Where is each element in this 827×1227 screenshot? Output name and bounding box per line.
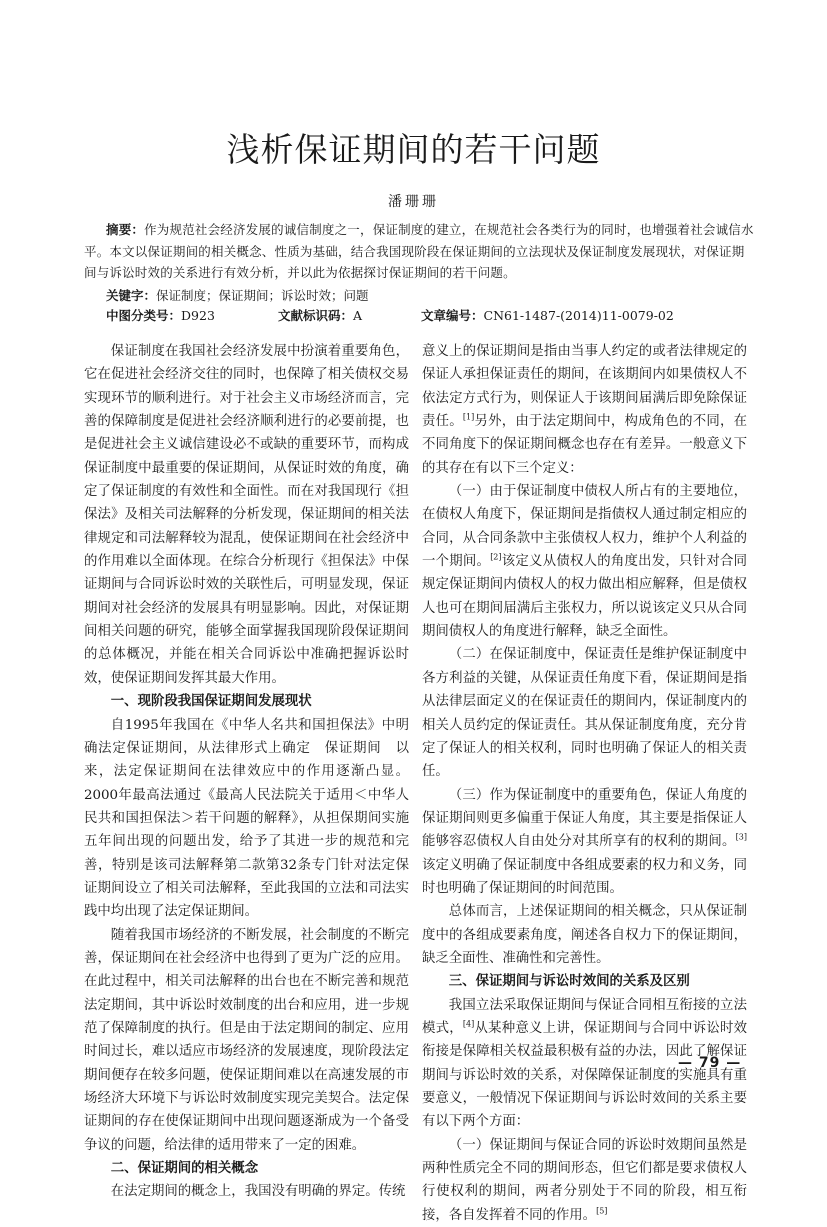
page-number: — 79 — (678, 1055, 742, 1071)
paragraph-text: （一）保证期间与保证合同的诉讼时效期间虽然是两种性质完全不同的期间形态，但它们都是要求债权人行使权利的期间，两者分别处于不同的阶段，相互衔接，各自发挥着不同的作用。 (422, 1137, 747, 1223)
body-column-right (422, 340, 747, 1227)
paragraph-text-continued: 该定义从债权人的角度出发，只针对合同规定保证期间内债权人的权力做出相应解释，但是债权人也可在期间届满后主张权力，所以说该定义只从合同期间债权人的角度进行解释，缺乏全面性。 (422, 554, 748, 640)
abstract-text: 作为规范社会经济发展的诚信制度之一，保证制度的建立，在规范社会各类行为的同时，也增强着社会诚信水平。本文以保证期间的相关概念、性质为基础，结合我国现阶段在保证期间的立法现状及保证制度发展现状，对保证期间与诉讼时效的关系进行有效分析，并以此为依据探讨保证期间的若干问题。 (84, 222, 754, 280)
article-number (421, 305, 674, 327)
section-heading (422, 970, 747, 993)
citation-marker: [2] (490, 552, 502, 562)
doc-value: A (353, 308, 363, 323)
paragraph-text: （一）由于保证制度中债权人所占有的主要地位，在债权人角度下，保证期间是指债权人通过制定相应的合同，从合同条款中主张债权人权力，维护个人利益的一个期间。 (422, 484, 747, 570)
body-paragraph (84, 714, 409, 924)
body-paragraph (84, 924, 409, 1157)
abstract (84, 219, 756, 284)
paragraph-text: （三）作为保证制度中的重要角色，保证人角度的保证期间则更多偏重于保证人角度，其主要是指保证人能够容忍债权人自由处分对其所享有的权利的期间。 (422, 787, 747, 850)
body-paragraph (422, 784, 747, 901)
keywords (84, 285, 756, 307)
paragraph-text: （二）在保证制度中，保证责任是维护保证制度中各方利益的关键，从保证责任角度下看，保证期间是指从法律层面定义的在保证责任的期间内，保证制度内的相关人员约定的保证责任。其从保证制度角度，充分肯定了保证人的相关权利，同时也明确了保证人的相关责任。 (422, 647, 747, 780)
body-paragraph (422, 340, 747, 480)
author-name: 潘珊珊 (388, 194, 439, 210)
citation-marker: [5] (596, 1206, 608, 1216)
paragraph-text: 二、保证期间的相关概念 (110, 1161, 259, 1177)
keywords-label: 关键字： (106, 288, 157, 303)
paragraph-text-continued: 另外，由于法定期间中，构成角色的不同，在不同角度下的保证期间概念也存在有差异。一般意义下的其存在有以下三个定义： (422, 414, 748, 476)
paragraph-text-continued: 该定义明确了保证制度中各组成要素的权力和义务，同时也明确了保证期间的时间范围。 (422, 857, 747, 896)
paragraph-text: 三、保证期间与诉讼时效间的关系及区别 (448, 974, 690, 990)
document-code (278, 305, 421, 327)
paragraph-text: 一、现阶段我国保证期间发展现状 (110, 694, 312, 710)
citation-marker: [1] (462, 412, 475, 422)
clc-value: D923 (181, 308, 215, 323)
paragraph-text: 保证制度在我国社会经济发展中扮演着重要角色，它在促进社会经济交往的同时，也保障了相关债权交易实现环节的顺利进行。对于社会主义市场经济而言，完善的保障制度是促进社会经济顺利进行的必要前提，也是促进社会主义诚信建设必不或缺的重要环节，而构成保证制度中最重要的保证期间，从保证时效的角度，确定了保证制度的有效性和全面性。而在对我国现行《担保法》及相关司法解释的分析发现，保证期间的相关法律规定和司法解释较为混乱，使保证期间在社会经济中的作用难以全面体现。在综合分析现行《担保法》中保证期间与合同诉讼时效的关联性后，可明显发现，保证期间对社会经济的发展具有明显影响。因此，对保证期间相关问题的研究，能够全面掌握我国现阶段保证期间的总体概况，并能在相关合同诉讼中准确把握诉讼时效，使保证期间发挥其最大作用。 (84, 344, 409, 686)
paragraph-text: 在法定期间的概念上，我国没有明确的界定。传统 (110, 1184, 406, 1200)
paragraph-text: 总体而言，上述保证期间的相关概念，只从保证制度中的各组成要素角度，阐述各自权力下的保证期间，缺乏全面性、准确性和完善性。 (422, 904, 747, 966)
abstract-label: 摘要： (106, 222, 145, 237)
clc-number (106, 305, 278, 327)
body-paragraph (422, 900, 747, 970)
paragraph-text: 意义上的保证期间是指由当事人约定的或者法律规定的保证人承担保证责任的期间，在该期间内如果债权人不依法定方式行为，则保证人于该期间届满后即免除保证责任。 (422, 344, 747, 430)
doc-label: 文献标识码： (278, 308, 354, 323)
body-paragraph (84, 340, 409, 690)
body-paragraph (422, 480, 747, 643)
paragraph-text-continued: 从某种意义上讲，保证期间与合同中诉讼时效衔接是保障相关权益最积极有益的办法，因此了解保证期间与诉讼时效的关系，对保障保证制度的实施具有重要意义，一般情况下保证期间与诉讼时效间的关系主要有以下两个方面： (422, 1020, 748, 1130)
keywords-text: 保证制度；保证期间；诉讼时效；问题 (156, 288, 369, 303)
body-paragraph (422, 1134, 747, 1227)
body-column-left (84, 340, 409, 1204)
body-paragraph (422, 643, 747, 783)
page-title: 浅析保证期间的若干问题 (226, 130, 601, 169)
paragraph-text: 随着我国市场经济的不断发展，社会制度的不断完善，保证期间在社会经济中也得到了更为广泛的应用。在此过程中，相关司法解释的出台也在不断完善和规范法定期间，其中诉讼时效制度的出台和应用，进一步规范了保障制度的执行。但是由于法定期间的制定、应用时间过长，难以适应市场经济的发展速度，现阶段法定期间便存在较多问题，使保证期间难以在高速发展的市场经济大环境下与诉讼时效制度实现完美契合。法定保证期间的存在使保证期间中出现问题逐渐成为一个备受争议的问题，给法律的适用带来了一定的困难。 (84, 927, 409, 1153)
section-heading (84, 690, 409, 713)
citation-marker: [4] (462, 1019, 475, 1029)
article-value: CN61-1487-(2014)11-0079-02 (483, 308, 674, 323)
paragraph-text: 自1995年我国在《中华人名共和国担保法》中明确法定保证期间，从法律形式上确定 保证期间 以来，法定保证期间在法律效应中的作用逐渐凸显。2000年最高法通过《最高人民法院关于适用＜中华人民共和国担保法＞若干问题的解释》，从担保期间实施五年间出现的问题出发，给予了其进一步的规范和完善，特别是该司法解释第二款第32条专门针对法定保证期间设立了相关司法解释，至此我国的立法和司法实践中均出现了法定保证期间。 (84, 717, 409, 920)
body-paragraph (84, 1180, 409, 1203)
paragraph-text: 我国立法采取保证期间与保证合同相互衔接的立法模式， (422, 997, 747, 1036)
citation-marker: [3] (735, 832, 747, 842)
clc-label: 中图分类号： (106, 308, 182, 323)
classification-info (84, 305, 756, 327)
article-label: 文章编号： (421, 308, 484, 323)
section-heading (84, 1157, 409, 1180)
